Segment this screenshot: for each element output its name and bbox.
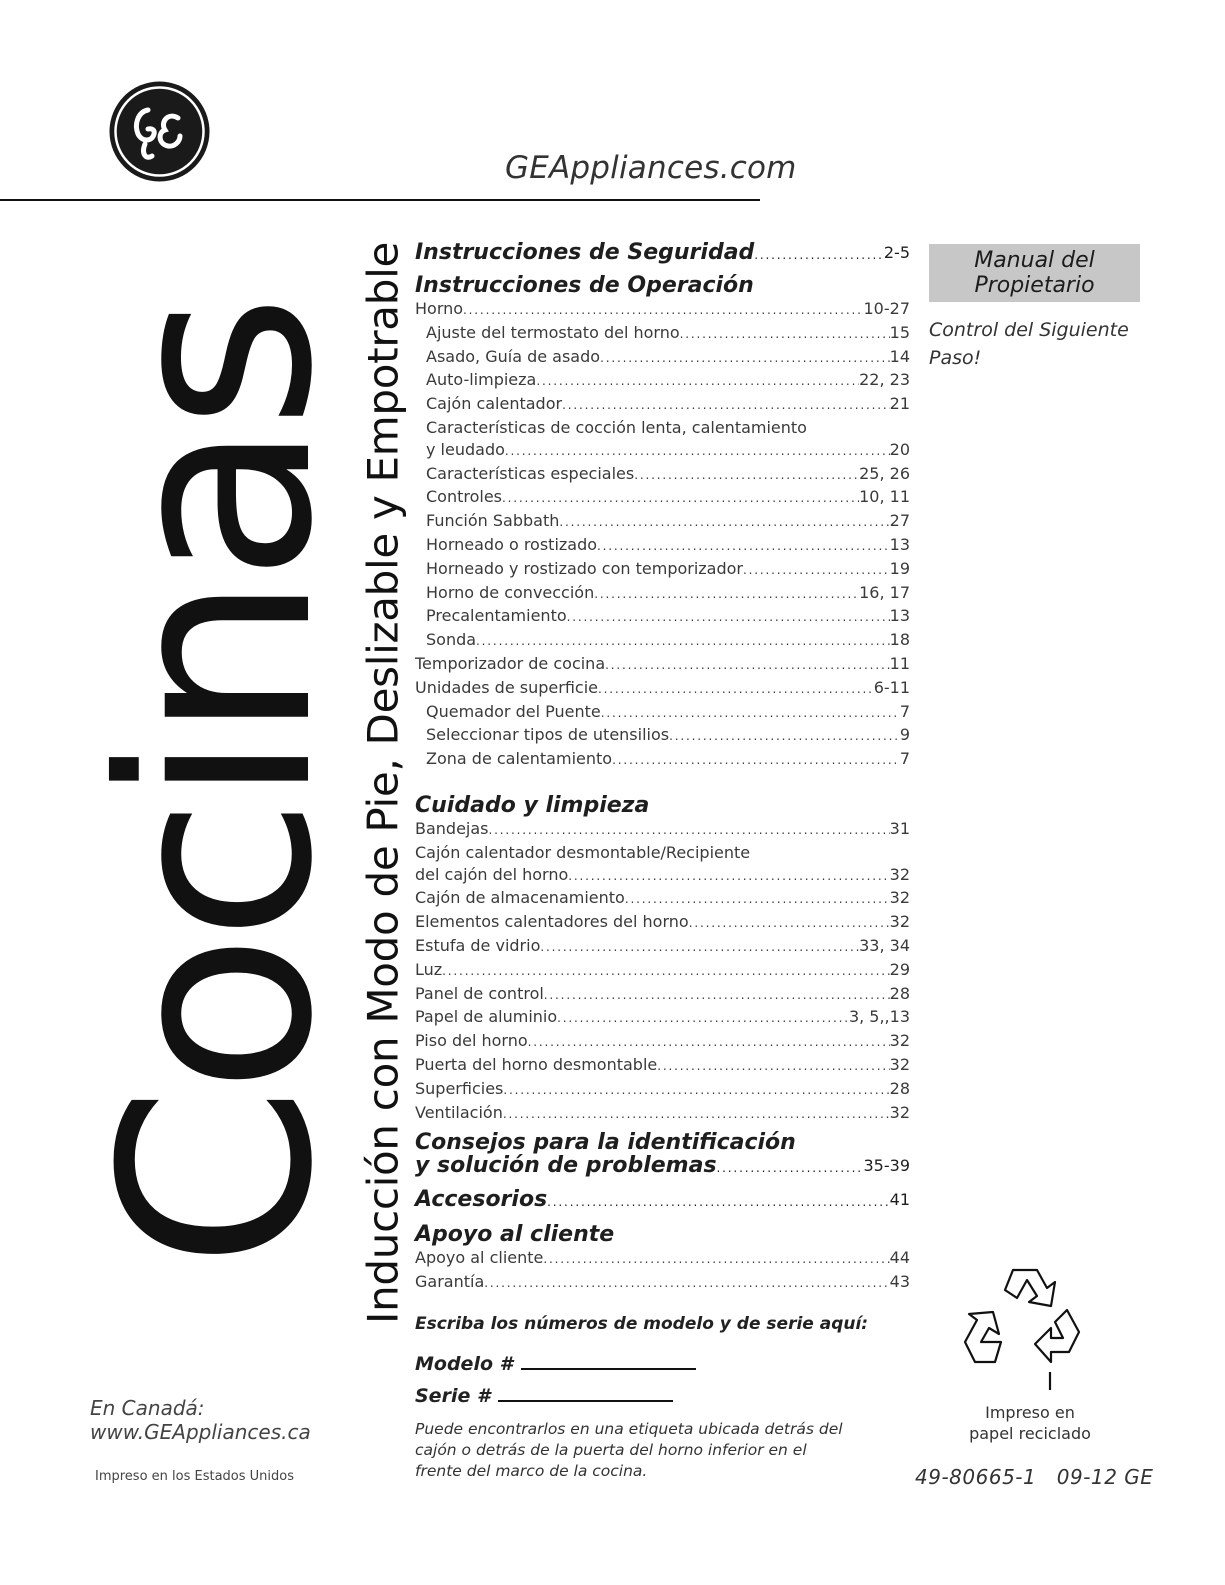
recycle-icon	[955, 1262, 1100, 1392]
toc-section-seguridad: Instrucciones de Seguridad . . . 2-5	[415, 240, 910, 268]
toc-entry: Unidades de superficie . . . 6-11	[415, 677, 910, 701]
toc-cuidado-list	[415, 818, 910, 1125]
toc-entry: Función Sabbath . . . 27	[415, 510, 910, 534]
toc-entry: Horneado y rostizado con temporizador . . . 19	[415, 558, 910, 582]
toc-entry: Características especiales . . . 25, 26	[415, 463, 910, 487]
toc-entry: Horno . . . 10-27	[415, 298, 910, 322]
toc-entry: Garantía . . . 43	[415, 1271, 910, 1295]
model-number-field: Modelo #	[415, 1352, 696, 1375]
toc-entry: Características de cocción lenta, calentamiento	[426, 417, 807, 437]
website-url: GEAppliances.com	[505, 150, 797, 186]
canada-info: En Canadá: www.GEAppliances.ca	[90, 1396, 311, 1444]
toc-entry: Zona de calentamiento . . . 7	[415, 748, 910, 772]
canada-url: www.GEAppliances.ca	[90, 1420, 311, 1444]
serial-number-field: Serie #	[415, 1384, 673, 1407]
toc-entry: Horno de convección . . . 16, 17	[415, 582, 910, 606]
toc-entry: Luz . . . 29	[415, 959, 910, 983]
toc-entry: Horneado o rostizado . . . 13	[415, 534, 910, 558]
recycled-paper-note: Impreso en papel reciclado	[969, 1403, 1091, 1443]
toc-entry: Cajón calentador . . . 21	[415, 393, 910, 417]
write-numbers-heading: Escriba los números de modelo y de serie aquí:	[415, 1314, 869, 1334]
toc-entry: Asado, Guía de asado . . . 14	[415, 346, 910, 370]
table-of-contents	[415, 240, 910, 1295]
toc-entry: Ajuste del termostato del horno . . . 15	[415, 322, 910, 346]
toc-entry: y leudado . . . 20	[415, 439, 910, 463]
toc-entry: Ventilación . . . 32	[415, 1102, 910, 1126]
toc-entry: Piso del horno . . . 32	[415, 1030, 910, 1054]
tagline	[929, 316, 1159, 372]
label-location-note: Puede encontrarlos en una etiqueta ubicada detrás del cajón o detrás de la puerta del horno inferior en el frente del marco de la cocina.	[415, 1420, 843, 1480]
toc-section-apoyo: Apoyo al cliente	[415, 1222, 615, 1248]
toc-entry: Apoyo al cliente . . . 44	[415, 1247, 910, 1271]
manual-line-1: Manual del	[974, 248, 1095, 273]
toc-entry: Precalentamiento . . . 13	[415, 605, 910, 629]
toc-entry: Papel de aluminio . . . 3, 5,,13	[415, 1006, 910, 1030]
toc-section-consejos-line2: y solución de problemas . . . 35-39	[415, 1155, 910, 1179]
document-code: 49-80665-1 09-12 GE	[915, 1465, 1154, 1489]
toc-entry: Panel de control . . . 28	[415, 983, 910, 1007]
printed-in-us: Impreso en los Estados Unidos	[95, 1469, 295, 1484]
toc-entry: Superficies . . . 28	[415, 1078, 910, 1102]
toc-section-operacion: Instrucciones de Operación	[415, 273, 754, 298]
big-title-container	[64, 235, 370, 1335]
toc-entry: Puerta del horno desmontable . . . 32	[415, 1054, 910, 1078]
toc-section-consejos: Consejos para la identificación	[415, 1130, 796, 1156]
toc-entry: Temporizador de cocina . . . 11	[415, 653, 910, 677]
toc-apoyo-list	[415, 1247, 910, 1295]
big-title: Cocinas	[64, 301, 370, 1269]
toc-entry: Estufa de vidrio . . . 33, 34	[415, 935, 910, 959]
toc-entry: Controles . . . 10, 11	[415, 486, 910, 510]
toc-entry: Auto-limpieza . . . 22, 23	[415, 369, 910, 393]
toc-entry: Cajón calentador desmontable/Recipiente	[415, 842, 751, 862]
toc-entry: Seleccionar tipos de utensilios . . . 9	[415, 724, 910, 748]
serial-blank-line	[498, 1384, 673, 1402]
manual-line-2: Propietario	[974, 273, 1095, 298]
tagline-line-1: Control del Siguiente	[929, 319, 1129, 341]
vertical-subtitle-container	[358, 235, 408, 1330]
toc-entry: Bandejas . . . 31	[415, 818, 910, 842]
owners-manual-badge	[929, 244, 1140, 302]
toc-operacion-list	[415, 298, 910, 772]
toc-entry: Elementos calentadores del horno . . . 32	[415, 911, 910, 935]
ge-logo	[108, 80, 211, 183]
vertical-subtitle: Inducción con Modo de Pie, Deslizable y Empotrable	[358, 241, 408, 1324]
toc-entry: del cajón del horno . . . 32	[415, 864, 910, 888]
toc-section-accesorios: Accesorios . . . 41	[415, 1187, 910, 1215]
toc-entry: Sonda . . . 18	[415, 629, 910, 653]
toc-entry: Cajón de almacenamiento . . . 32	[415, 887, 910, 911]
model-blank-line	[521, 1352, 696, 1370]
header-rule	[0, 199, 760, 201]
toc-entry: Quemador del Puente . . . 7	[415, 701, 910, 725]
tagline-line-2: Paso!	[929, 347, 982, 369]
toc-section-cuidado: Cuidado y limpieza	[415, 792, 650, 818]
